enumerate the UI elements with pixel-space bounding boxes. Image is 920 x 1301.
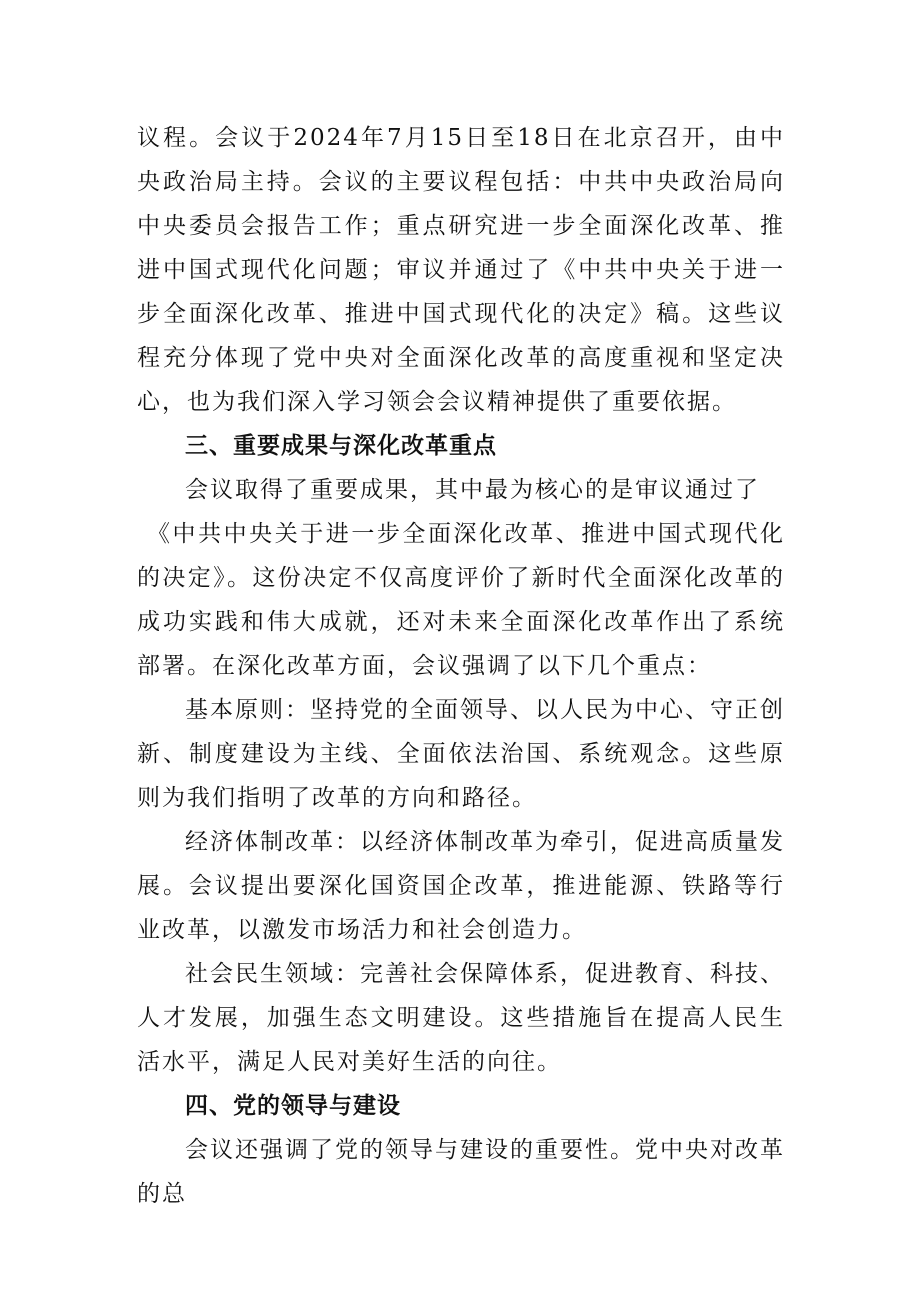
economy-paragraph: 经济体制改革：以经济体制改革为牵引，促进高质量发展。会议提出要深化国资国企改革，推进能源、铁路等行业改革，以激发市场活力和社会创造力。 xyxy=(137,829,785,943)
society-paragraph: 社会民生领域：完善社会保障体系，促进教育、科技、人才发展，加强生态文明建设。这些措施旨在提高人民生活水平，满足人民对美好生活的向往。 xyxy=(137,961,785,1075)
section-3-intro-line: 会议取得了重要成果，其中最为核心的是审议通过了 xyxy=(185,477,760,503)
principles-paragraph: 基本原则：坚持党的全面领导、以人民为中心、守正创新、制度建设为主线、全面依法治国、系统观念。这些原则为我们指明了改革的方向和路径。 xyxy=(137,697,785,811)
section-3-intro-paragraph: 《中共中央关于进一步全面深化改革、推进中国式现代化的决定》。这份决定不仅高度评价了新时代全面深化改革的成功实践和伟大成就，还对未来全面深化改革作出了系统部署。在深化改革方面，会议强调了以下几个重点： xyxy=(137,521,785,679)
section-3-heading: 三、重要成果与深化改革重点 xyxy=(185,433,497,459)
section-4-heading: 四、党的领导与建设 xyxy=(185,1093,401,1119)
agenda-paragraph: 议程。会议于2024年7月15日至18日在北京召开，由中央政治局主持。会议的主要议程包括：中共中央政治局向中央委员会报告工作；重点研究进一步全面深化改革、推进中国式现代化问题；审议并通过了《中共中央关于进一步全面深化改革、推进中国式现代化的决定》稿。这些议程充分体现了党中央对全面深化改革的高度重视和坚定决心，也为我们深入学习领会会议精神提供了重要依据。 xyxy=(137,125,785,415)
document-body xyxy=(137,116,785,1216)
section-4-intro-paragraph: 会议还强调了党的领导与建设的重要性。党中央对改革的总 xyxy=(137,1137,785,1207)
